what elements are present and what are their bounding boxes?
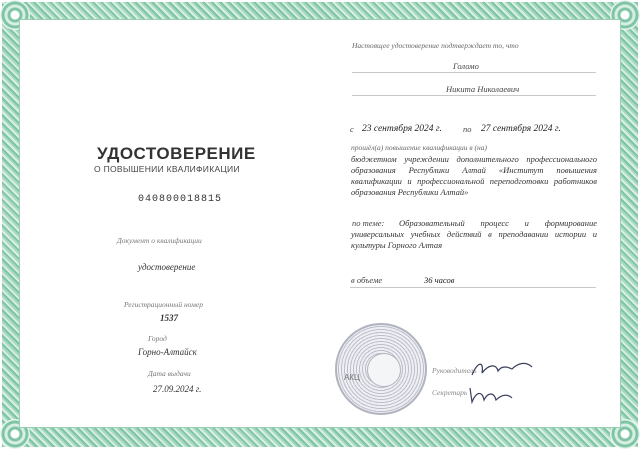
doc-type-label: Документ о квалификации <box>117 236 202 245</box>
head-label: Руководитель <box>432 366 477 375</box>
secretary-label: Секретарь <box>432 388 468 397</box>
period-to: 27 сентября 2024 г. <box>481 124 561 134</box>
seal-emblem <box>367 353 401 387</box>
period-from-prefix: с <box>350 124 354 134</box>
topic-text: Образовательный процесс и формирование универсальных учебных действий в преподавании истории и культуры Горного Алтая <box>351 218 597 250</box>
official-seal <box>335 323 427 415</box>
issue-date-label: Дата выдачи <box>148 369 191 378</box>
secretary-signature <box>466 382 516 406</box>
rule-line <box>352 72 596 73</box>
volume-value: 36 часов <box>424 275 455 285</box>
doc-type-value: удостоверение <box>138 262 196 272</box>
volume-label: в объеме <box>351 275 383 285</box>
holder-name: Никита Николаевич <box>446 84 520 94</box>
rule-line <box>352 95 596 96</box>
certificate-subtitle: О ПОВЫШЕНИИ КВАЛИФИКАЦИИ <box>94 164 240 174</box>
city-value: Горно-Алтайск <box>138 347 197 357</box>
holder-surname: Голомо <box>453 61 479 71</box>
seal-text: АКЦ <box>344 373 360 382</box>
certificate-number: 040800018815 <box>138 194 223 205</box>
period-to-prefix: по <box>463 124 472 134</box>
rule-line <box>350 287 596 288</box>
topic-prefix: по теме: <box>352 218 385 228</box>
passed-text: прошёл(а) повышение квалификации в (на) <box>351 143 487 152</box>
city-label: Город <box>148 334 167 343</box>
issue-date-value: 27.09.2024 г. <box>153 384 202 394</box>
institution-text: бюджетном учреждении дополнительного профессионального образования Республики Алтай «Институт повышения квалификации и профессиональной переподготовки работников образования Республики Алтай» <box>351 154 597 197</box>
reg-number-label: Регистрационный номер <box>124 300 204 309</box>
certificate-title: УДОСТОВЕРЕНИЕ <box>97 144 256 163</box>
confirm-text: Настоящее удостоверение подтверждает то, что <box>352 41 519 50</box>
period-from: 23 сентября 2024 г. <box>362 124 442 134</box>
reg-number-value: 1537 <box>160 313 178 323</box>
head-signature <box>468 357 538 381</box>
